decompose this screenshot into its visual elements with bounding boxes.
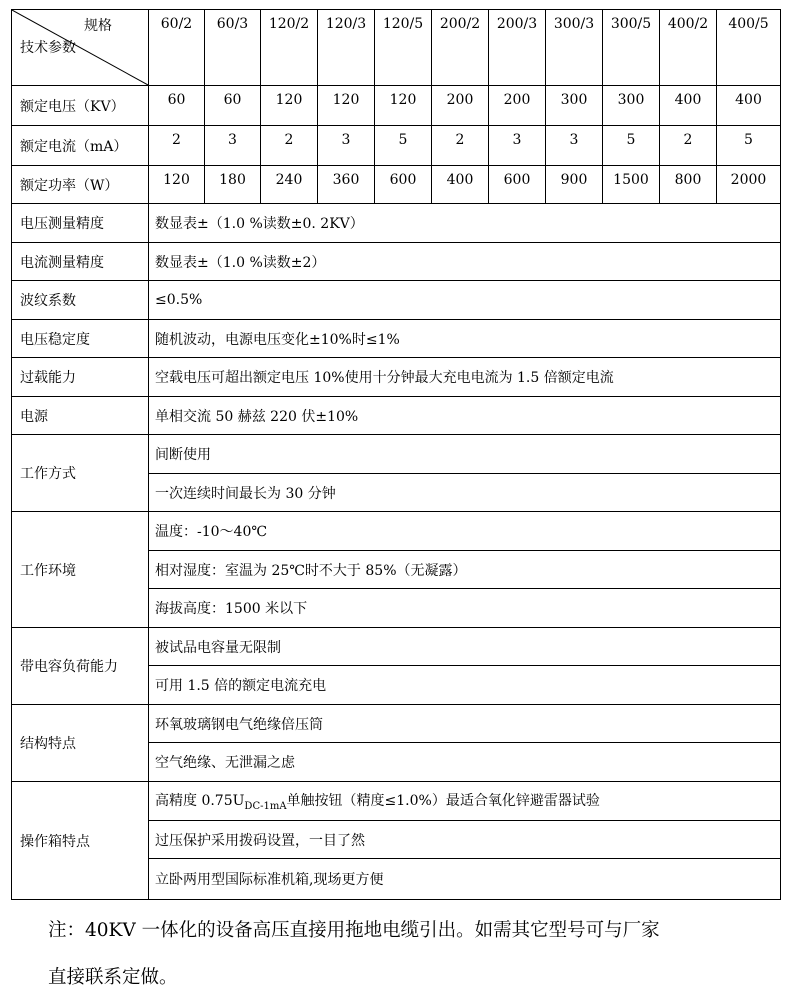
row-label: 带电容负荷能力: [12, 628, 149, 705]
table-cell: 立卧两用型国际标准机箱,现场更方便: [149, 859, 781, 900]
table-cell: 60: [149, 86, 205, 126]
table-cell: 800: [660, 166, 717, 204]
table-cell: 3: [318, 126, 375, 166]
table-cell: 120: [375, 86, 432, 126]
table-row: [12, 86, 781, 126]
header-row: [12, 10, 781, 86]
table-cell: 5: [375, 126, 432, 166]
model-header: 120/3: [318, 10, 375, 86]
table-cell: 5: [603, 126, 660, 166]
table-cell: 温度：-10～40℃: [149, 512, 781, 551]
table-cell: 被试品电容量无限制: [149, 628, 781, 666]
row-label: 过载能力: [12, 358, 149, 397]
table-row: [12, 281, 781, 320]
table-cell: 2: [261, 126, 318, 166]
table-row: [12, 358, 781, 397]
table-row: [12, 512, 781, 551]
row-label: 波纹系数: [12, 281, 149, 320]
model-header: 60/2: [149, 10, 205, 86]
spec-table: [11, 9, 781, 900]
row-label: 电压测量精度: [12, 204, 149, 243]
table-cell: 可用 1.5 倍的额定电流充电: [149, 666, 781, 705]
table-row: [12, 435, 781, 474]
model-header: 120/5: [375, 10, 432, 86]
table-cell: 过压保护采用拨码设置，一目了然: [149, 821, 781, 859]
table-cell: 空气绝缘、无泄漏之虑: [149, 743, 781, 782]
row-label: 电压稳定度: [12, 320, 149, 358]
diagonal-header-cell: [12, 10, 149, 86]
row-label: 额定电压（KV）: [12, 86, 149, 126]
table-cell: 3: [489, 126, 546, 166]
row-label: 工作方式: [12, 435, 149, 512]
table-cell: 一次连续时间最长为 30 分钟: [149, 474, 781, 512]
note-line: 注：40KV 一体化的设备高压直接用拖地电缆引出。如需其它型号可与厂家: [48, 920, 660, 941]
model-header: 400/2: [660, 10, 717, 86]
table-cell: 2: [149, 126, 205, 166]
table-cell: 600: [489, 166, 546, 204]
console-line-post: 单触按钮（精度≤1.0%）最适合氧化锌避雷器试验: [286, 793, 600, 810]
param-header-label: 技术参数: [20, 40, 76, 56]
table-cell: 600: [375, 166, 432, 204]
model-header: 200/2: [432, 10, 489, 86]
table-row: [12, 705, 781, 743]
table-cell: 180: [205, 166, 261, 204]
table-cell: 400: [717, 86, 781, 126]
table-cell: 数显表±（1.0 %读数±2）: [149, 243, 781, 281]
table-cell: 数显表±（1.0 %读数±0. 2KV）: [149, 204, 781, 243]
table-cell: 120: [318, 86, 375, 126]
table-cell: 相对湿度：室温为 25℃时不大于 85%（无凝露）: [149, 551, 781, 589]
table-cell: 2: [660, 126, 717, 166]
table-cell: 5: [717, 126, 781, 166]
model-header: 400/5: [717, 10, 781, 86]
table-cell: 单相交流 50 赫兹 220 伏±10%: [149, 397, 781, 435]
table-cell: 空载电压可超出额定电压 10%使用十分钟最大充电电流为 1.5 倍额定电流: [149, 358, 781, 397]
table-cell: 200: [489, 86, 546, 126]
table-row: [12, 126, 781, 166]
note-line: 直接联系定做。: [48, 967, 178, 988]
table-cell: 1500: [603, 166, 660, 204]
row-label: 额定功率（W）: [12, 166, 149, 204]
table-cell: 240: [261, 166, 318, 204]
model-header: 120/2: [261, 10, 318, 86]
table-cell: 随机波动，电源电压变化±10%时≤1%: [149, 320, 781, 358]
table-cell: 60: [205, 86, 261, 126]
row-label: 工作环境: [12, 512, 149, 628]
console-line-sub: DC-1mA: [244, 800, 287, 812]
table-cell: 120: [261, 86, 318, 126]
table-cell: 400: [432, 166, 489, 204]
table-row: [12, 320, 781, 358]
table-cell: 2: [432, 126, 489, 166]
model-header: 300/5: [603, 10, 660, 86]
table-cell: 360: [318, 166, 375, 204]
table-cell: 间断使用: [149, 435, 781, 474]
table-cell: 环氧玻璃钢电气绝缘倍压筒: [149, 705, 781, 743]
table-cell: 300: [546, 86, 603, 126]
table-cell: 3: [205, 126, 261, 166]
table-cell: 120: [149, 166, 205, 204]
table-cell: 400: [660, 86, 717, 126]
model-header: 300/3: [546, 10, 603, 86]
model-header: 200/3: [489, 10, 546, 86]
row-label: 操作箱特点: [12, 782, 149, 900]
model-header: 60/3: [205, 10, 261, 86]
row-label: 额定电流（mA）: [12, 126, 149, 166]
table-row: [12, 397, 781, 435]
table-row: [12, 204, 781, 243]
spec-header-label: 规格: [84, 18, 112, 34]
row-label: 电流测量精度: [12, 243, 149, 281]
table-cell: 海拔高度：1500 米以下: [149, 589, 781, 628]
table-row: [12, 628, 781, 666]
table-cell: [149, 782, 781, 821]
row-label: 电源: [12, 397, 149, 435]
table-row: [12, 166, 781, 204]
console-line-pre: 高精度 0.75U: [155, 793, 245, 810]
table-cell: 200: [432, 86, 489, 126]
row-label: 结构特点: [12, 705, 149, 782]
table-cell: 900: [546, 166, 603, 204]
table-row: [12, 243, 781, 281]
table-cell: ≤0.5%: [149, 281, 781, 320]
table-cell: 300: [603, 86, 660, 126]
table-row: [12, 782, 781, 821]
table-cell: 3: [546, 126, 603, 166]
table-cell: 2000: [717, 166, 781, 204]
